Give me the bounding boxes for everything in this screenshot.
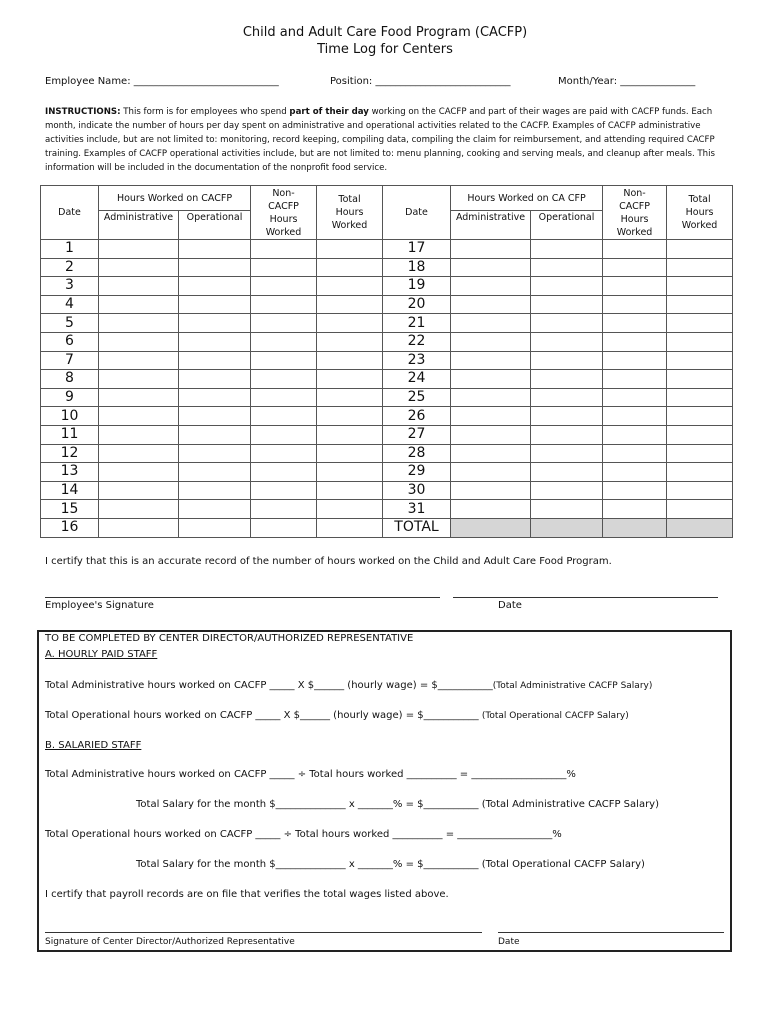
non-cacfp-header-left: Non- CACFP Hours Worked xyxy=(251,186,317,240)
hours-cell[interactable] xyxy=(667,500,733,519)
hours-cell[interactable] xyxy=(667,444,733,463)
hours-cell[interactable] xyxy=(179,407,251,426)
employee-date-line[interactable] xyxy=(453,597,718,598)
table-row xyxy=(41,388,733,407)
hours-cell[interactable] xyxy=(317,388,383,407)
total-hours-header-left: Total Hours Worked xyxy=(317,186,383,240)
day-number: 9 xyxy=(41,388,99,407)
hours-cell[interactable] xyxy=(667,388,733,407)
hours-cell[interactable] xyxy=(251,463,317,482)
hours-cell[interactable] xyxy=(667,351,733,370)
salaried-heading: B. SALARIED STAFF xyxy=(45,740,142,751)
table-row xyxy=(41,240,733,259)
hours-cell[interactable] xyxy=(179,332,251,351)
hours-cell[interactable] xyxy=(603,351,667,370)
hours-cell[interactable] xyxy=(251,277,317,296)
table-row xyxy=(41,425,733,444)
hours-cell[interactable] xyxy=(667,463,733,482)
table-row xyxy=(41,463,733,482)
hours-cell[interactable] xyxy=(317,518,383,537)
instructions-text-a: This form is for employees who spend xyxy=(120,107,290,117)
hours-cell[interactable] xyxy=(251,388,317,407)
table-row xyxy=(41,332,733,351)
hours-cell[interactable] xyxy=(667,314,733,333)
hours-cell[interactable] xyxy=(99,240,179,259)
hours-cell[interactable] xyxy=(531,388,603,407)
hours-cell[interactable] xyxy=(603,425,667,444)
hours-cell[interactable] xyxy=(531,370,603,389)
hours-cell[interactable] xyxy=(251,407,317,426)
payroll-certification: I certify that payroll records are on file that verifies the total wages listed above. xyxy=(45,889,449,900)
hours-cell[interactable] xyxy=(99,388,179,407)
hours-cell[interactable] xyxy=(451,258,531,277)
total-label: TOTAL xyxy=(383,518,451,537)
hours-cell[interactable] xyxy=(99,314,179,333)
hours-cell[interactable] xyxy=(667,407,733,426)
day-number: 28 xyxy=(383,444,451,463)
hours-cell[interactable] xyxy=(99,407,179,426)
hours-cell[interactable] xyxy=(317,500,383,519)
hours-cell[interactable] xyxy=(179,425,251,444)
hours-cell[interactable] xyxy=(603,444,667,463)
position-field[interactable]: Position: ___________________________ xyxy=(330,76,511,87)
hours-cell[interactable] xyxy=(99,277,179,296)
day-number: 7 xyxy=(41,351,99,370)
total-hours-header-right: Total Hours Worked xyxy=(667,186,733,240)
hours-cell[interactable] xyxy=(603,277,667,296)
hours-cell[interactable] xyxy=(251,370,317,389)
day-number: 27 xyxy=(383,425,451,444)
hours-cell[interactable] xyxy=(251,425,317,444)
hours-cell[interactable] xyxy=(531,463,603,482)
instructions-text-b: working on the CACFP and part of their wages are paid with CACFP funds. Each month, indicate the number of hours per day spent on administrative and operational activities related to the CACFP. Examples of CACFP administrative activities include, but are not limited to: monitoring, record keeping, compiling data, compiling the claim for reimbursement, and attending required CACFP training. Examples of CACFP operational activities include, but are not limited to: menu planning, cooking and serving meals, and cleanup after meals. This information will be included in the documentation of the nonprofit food service. xyxy=(45,107,715,173)
day-number: 29 xyxy=(383,463,451,482)
hours-worked-header-right: Hours Worked on CA CFP xyxy=(451,186,603,211)
hours-cell[interactable] xyxy=(317,240,383,259)
table-row xyxy=(41,518,733,537)
hours-cell[interactable] xyxy=(603,388,667,407)
table-row xyxy=(41,481,733,500)
day-number: 26 xyxy=(383,407,451,426)
day-number: 6 xyxy=(41,332,99,351)
admin-salaried-calc[interactable]: Total Administrative hours worked on CACFP _____ ÷ Total hours worked __________ = ___________________% xyxy=(45,769,576,780)
employee-certification: I certify that this is an accurate record of the number of hours worked on the Child and Adult Care Food Program. xyxy=(45,556,612,567)
hours-cell[interactable] xyxy=(603,481,667,500)
oper-salary-month[interactable]: Total Salary for the month $______________ x _______% = $___________ (Total Operational CACFP Salary) xyxy=(136,859,645,870)
hours-cell[interactable] xyxy=(251,258,317,277)
day-number: 8 xyxy=(41,370,99,389)
administrative-header-right: Administrative xyxy=(451,211,531,240)
hours-cell[interactable] xyxy=(99,351,179,370)
hours-cell[interactable] xyxy=(251,481,317,500)
hours-cell[interactable] xyxy=(317,370,383,389)
day-number: 12 xyxy=(41,444,99,463)
non-cacfp-header-right: Non- CACFP Hours Worked xyxy=(603,186,667,240)
day-number: 23 xyxy=(383,351,451,370)
day-number: 3 xyxy=(41,277,99,296)
hours-cell[interactable] xyxy=(667,258,733,277)
day-number: 13 xyxy=(41,463,99,482)
hourly-paid-heading: A. HOURLY PAID STAFF xyxy=(45,649,158,660)
hours-cell[interactable] xyxy=(667,425,733,444)
hours-cell[interactable] xyxy=(451,370,531,389)
day-number: 30 xyxy=(383,481,451,500)
director-date-label: Date xyxy=(498,937,520,947)
day-number: 14 xyxy=(41,481,99,500)
hours-cell[interactable] xyxy=(451,463,531,482)
table-row xyxy=(41,444,733,463)
table-row xyxy=(41,500,733,519)
day-number: 5 xyxy=(41,314,99,333)
hours-cell[interactable] xyxy=(451,351,531,370)
table-row xyxy=(41,370,733,389)
table-row xyxy=(41,407,733,426)
admin-salary-month[interactable]: Total Salary for the month $______________ x _______% = $___________ (Total Administrative CACFP Salary) xyxy=(136,799,659,810)
hours-cell[interactable] xyxy=(451,332,531,351)
hours-cell[interactable] xyxy=(317,332,383,351)
hours-cell[interactable] xyxy=(99,425,179,444)
hours-cell[interactable] xyxy=(451,314,531,333)
day-number: 4 xyxy=(41,295,99,314)
hours-cell[interactable] xyxy=(317,258,383,277)
hours-cell[interactable] xyxy=(99,463,179,482)
day-number: 19 xyxy=(383,277,451,296)
hours-cell[interactable] xyxy=(99,444,179,463)
admin-hourly-calc[interactable]: Total Administrative hours worked on CACFP _____ X $______ (hourly wage) = $___________(Total Administrative CACFP Salary) xyxy=(45,680,653,691)
hours-cell[interactable] xyxy=(251,444,317,463)
time-log-table xyxy=(40,185,733,538)
hours-cell[interactable] xyxy=(451,277,531,296)
hours-cell[interactable] xyxy=(667,481,733,500)
day-number: 22 xyxy=(383,332,451,351)
hours-cell[interactable] xyxy=(667,295,733,314)
hours-cell[interactable] xyxy=(317,444,383,463)
hours-cell[interactable] xyxy=(251,240,317,259)
hours-cell[interactable] xyxy=(603,463,667,482)
employee-date-label: Date xyxy=(498,600,522,611)
day-number: 21 xyxy=(383,314,451,333)
hours-cell[interactable] xyxy=(317,463,383,482)
hours-cell[interactable] xyxy=(451,518,531,537)
director-heading: TO BE COMPLETED BY CENTER DIRECTOR/AUTHORIZED REPRESENTATIVE xyxy=(45,633,414,644)
hours-cell[interactable] xyxy=(603,500,667,519)
hours-cell[interactable] xyxy=(317,425,383,444)
day-number: 17 xyxy=(383,240,451,259)
hours-cell[interactable] xyxy=(531,518,603,537)
hours-cell[interactable] xyxy=(317,277,383,296)
day-number: 1 xyxy=(41,240,99,259)
hours-cell[interactable] xyxy=(99,518,179,537)
day-number: 11 xyxy=(41,425,99,444)
hours-cell[interactable] xyxy=(179,500,251,519)
month-year-field[interactable]: Month/Year: _______________ xyxy=(558,76,696,87)
oper-salaried-calc[interactable]: Total Operational hours worked on CACFP _____ ÷ Total hours worked __________ = ___________________% xyxy=(45,829,562,840)
director-signature-line[interactable] xyxy=(45,932,482,933)
hours-cell[interactable] xyxy=(179,258,251,277)
hours-cell[interactable] xyxy=(251,500,317,519)
hours-cell[interactable] xyxy=(531,240,603,259)
director-date-line[interactable] xyxy=(498,932,724,933)
form-subtitle: Time Log for Centers xyxy=(317,42,453,57)
hours-cell[interactable] xyxy=(251,332,317,351)
table-row xyxy=(41,258,733,277)
hours-cell[interactable] xyxy=(179,481,251,500)
hours-cell[interactable] xyxy=(603,240,667,259)
hours-cell[interactable] xyxy=(99,258,179,277)
day-number: 18 xyxy=(383,258,451,277)
employee-signature-label: Employee's Signature xyxy=(45,600,154,611)
hours-cell[interactable] xyxy=(531,500,603,519)
hours-cell[interactable] xyxy=(451,425,531,444)
hours-cell[interactable] xyxy=(531,258,603,277)
hours-cell[interactable] xyxy=(451,481,531,500)
hours-cell[interactable] xyxy=(179,295,251,314)
hours-cell[interactable] xyxy=(667,370,733,389)
hours-cell[interactable] xyxy=(531,444,603,463)
hours-cell[interactable] xyxy=(531,425,603,444)
hours-cell[interactable] xyxy=(667,277,733,296)
table-row xyxy=(41,351,733,370)
day-number: 2 xyxy=(41,258,99,277)
hours-cell[interactable] xyxy=(531,332,603,351)
hours-cell[interactable] xyxy=(603,295,667,314)
hours-cell[interactable] xyxy=(603,370,667,389)
hours-cell[interactable] xyxy=(451,500,531,519)
hours-cell[interactable] xyxy=(317,295,383,314)
hours-cell[interactable] xyxy=(317,314,383,333)
hours-cell[interactable] xyxy=(451,240,531,259)
instructions-bold-phrase: part of their day xyxy=(289,107,369,117)
hours-cell[interactable] xyxy=(251,351,317,370)
hours-cell[interactable] xyxy=(317,351,383,370)
hours-cell[interactable] xyxy=(317,407,383,426)
day-number: 25 xyxy=(383,388,451,407)
hours-cell[interactable] xyxy=(251,314,317,333)
hours-cell[interactable] xyxy=(179,277,251,296)
hours-cell[interactable] xyxy=(603,407,667,426)
administrative-header-left: Administrative xyxy=(99,211,179,240)
hours-cell[interactable] xyxy=(179,518,251,537)
hours-cell[interactable] xyxy=(251,518,317,537)
hours-cell[interactable] xyxy=(99,332,179,351)
hours-cell[interactable] xyxy=(667,240,733,259)
day-number: 31 xyxy=(383,500,451,519)
hours-cell[interactable] xyxy=(531,407,603,426)
table-row xyxy=(41,314,733,333)
operational-header-left: Operational xyxy=(179,211,251,240)
day-number: 10 xyxy=(41,407,99,426)
hours-cell[interactable] xyxy=(667,518,733,537)
employee-signature-line[interactable] xyxy=(45,597,440,598)
hours-worked-header-left: Hours Worked on CACFP xyxy=(99,186,251,211)
hours-cell[interactable] xyxy=(603,258,667,277)
hours-cell[interactable] xyxy=(531,277,603,296)
admin-hourly-note: (Total Administrative CACFP Salary) xyxy=(492,681,653,691)
hours-cell[interactable] xyxy=(179,314,251,333)
hours-cell[interactable] xyxy=(451,444,531,463)
date-header-left: Date xyxy=(41,186,99,240)
instructions-label: INSTRUCTIONS: xyxy=(45,107,121,117)
hours-cell[interactable] xyxy=(531,295,603,314)
hours-cell[interactable] xyxy=(99,295,179,314)
hours-cell[interactable] xyxy=(179,444,251,463)
hours-cell[interactable] xyxy=(99,370,179,389)
hours-cell[interactable] xyxy=(179,240,251,259)
hours-cell[interactable] xyxy=(451,295,531,314)
form-title: Child and Adult Care Food Program (CACFP) xyxy=(242,25,528,40)
hours-cell[interactable] xyxy=(179,370,251,389)
hours-cell[interactable] xyxy=(99,500,179,519)
operational-header-right: Operational xyxy=(531,211,603,240)
day-number: 15 xyxy=(41,500,99,519)
hours-cell[interactable] xyxy=(317,481,383,500)
hours-cell[interactable] xyxy=(603,332,667,351)
hours-cell[interactable] xyxy=(251,295,317,314)
hours-cell[interactable] xyxy=(451,388,531,407)
director-section xyxy=(37,630,732,952)
table-row xyxy=(41,295,733,314)
hours-cell[interactable] xyxy=(603,314,667,333)
oper-hourly-calc[interactable]: Total Operational hours worked on CACFP _____ X $______ (hourly wage) = $___________ (Total Operational CACFP Salary) xyxy=(45,710,629,721)
hours-cell[interactable] xyxy=(667,332,733,351)
day-number: 24 xyxy=(383,370,451,389)
hours-cell[interactable] xyxy=(531,314,603,333)
day-number: 16 xyxy=(41,518,99,537)
oper-hourly-note: (Total Operational CACFP Salary) xyxy=(481,711,629,721)
hours-cell[interactable] xyxy=(603,518,667,537)
hours-cell[interactable] xyxy=(179,463,251,482)
hours-cell[interactable] xyxy=(179,351,251,370)
hours-cell[interactable] xyxy=(531,351,603,370)
hours-cell[interactable] xyxy=(451,407,531,426)
instructions xyxy=(45,105,735,175)
employee-name-field[interactable]: Employee Name: _____________________________ xyxy=(45,76,279,87)
hours-cell[interactable] xyxy=(179,388,251,407)
director-signature-label: Signature of Center Director/Authorized Representative xyxy=(45,937,295,947)
hours-cell[interactable] xyxy=(531,481,603,500)
day-number: 20 xyxy=(383,295,451,314)
table-row xyxy=(41,277,733,296)
date-header-right: Date xyxy=(383,186,451,240)
hours-cell[interactable] xyxy=(99,481,179,500)
